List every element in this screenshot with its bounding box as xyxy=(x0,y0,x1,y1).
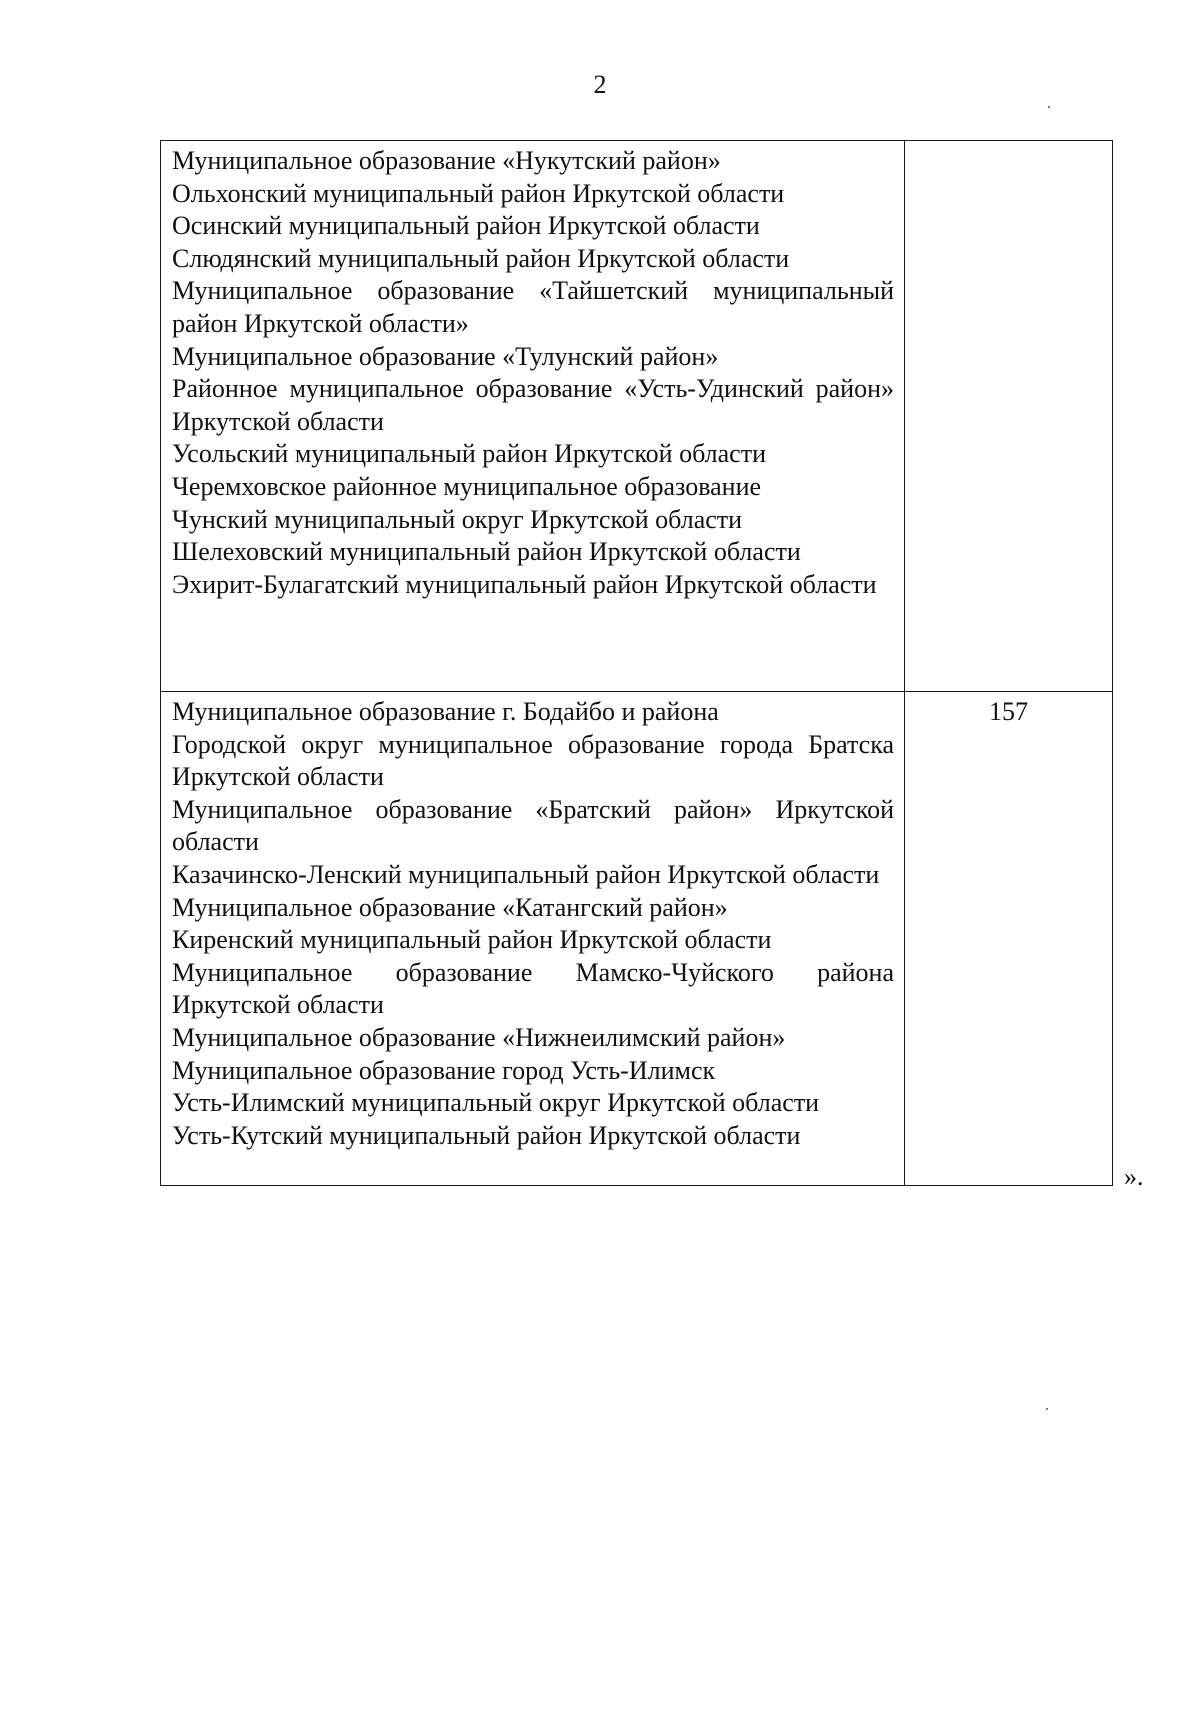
municipality-name: Слюдянский муниципальный район Иркутской области xyxy=(172,243,790,273)
value-cell xyxy=(905,141,1113,692)
municipality-name: Шелеховский муниципальный район Иркутской области xyxy=(172,537,801,567)
municipality-names-cell xyxy=(161,692,905,1186)
municipality-name: Муниципальное образование «Катангский район» xyxy=(172,892,728,922)
municipality-name: Усть-Кутский муниципальный район Иркутской области xyxy=(172,1120,801,1150)
municipality-name: Казачинско-Ленский муниципальный район Иркутской области xyxy=(172,859,880,889)
municipality-name: Черемховское районное муниципальное образование xyxy=(172,471,762,501)
municipality-name: Муниципальное образование «Тайшетский муниципальный район Иркутской области» xyxy=(172,276,894,338)
municipality-name: Муниципальное образование Мамско-Чуйского района Иркутской области xyxy=(172,957,894,1020)
municipality-names-cell xyxy=(161,141,905,692)
closing-quote: ». xyxy=(1124,1162,1144,1191)
municipality-name: Муниципальное образование «Тулунский район» xyxy=(172,341,719,371)
municipality-name: Муниципальное образование г. Бодайбо и района xyxy=(172,697,719,726)
municipality-name: Муниципальное образование город Усть-Илимск xyxy=(172,1055,716,1085)
municipality-name: Городской округ муниципальное образование города Братска Иркутской области xyxy=(172,729,894,792)
municipality-name: Эхирит-Булагатский муниципальный район Иркутской области xyxy=(172,569,877,599)
scan-speck xyxy=(1048,106,1050,108)
municipality-name: Усольский муниципальный район Иркутской области xyxy=(172,439,767,469)
scan-speck xyxy=(1046,1408,1048,1410)
table-row xyxy=(161,141,1113,692)
municipality-name: Чунский муниципальный округ Иркутской области xyxy=(172,504,743,534)
municipalities-table xyxy=(160,140,1113,1186)
municipality-name: Киренский муниципальный район Иркутской области xyxy=(172,925,772,955)
municipality-name: Муниципальное образование «Нукутский район» xyxy=(172,146,721,175)
municipality-name: Осинский муниципальный район Иркутской области xyxy=(172,211,760,241)
value-cell: 157 xyxy=(905,692,1113,1186)
municipality-name: Ольхонский муниципальный район Иркутской области xyxy=(172,178,785,208)
table-row xyxy=(161,692,1113,1186)
municipality-name: Муниципальное образование «Братский район» Иркутской области xyxy=(172,794,894,857)
municipality-name: Усть-Илимский муниципальный округ Иркутской области xyxy=(172,1088,820,1118)
page-number: 2 xyxy=(593,70,607,99)
municipality-name: Районное муниципальное образование «Усть-Удинский район» Иркутской области xyxy=(172,374,894,436)
municipality-name: Муниципальное образование «Нижнеилимский район» xyxy=(172,1022,786,1052)
